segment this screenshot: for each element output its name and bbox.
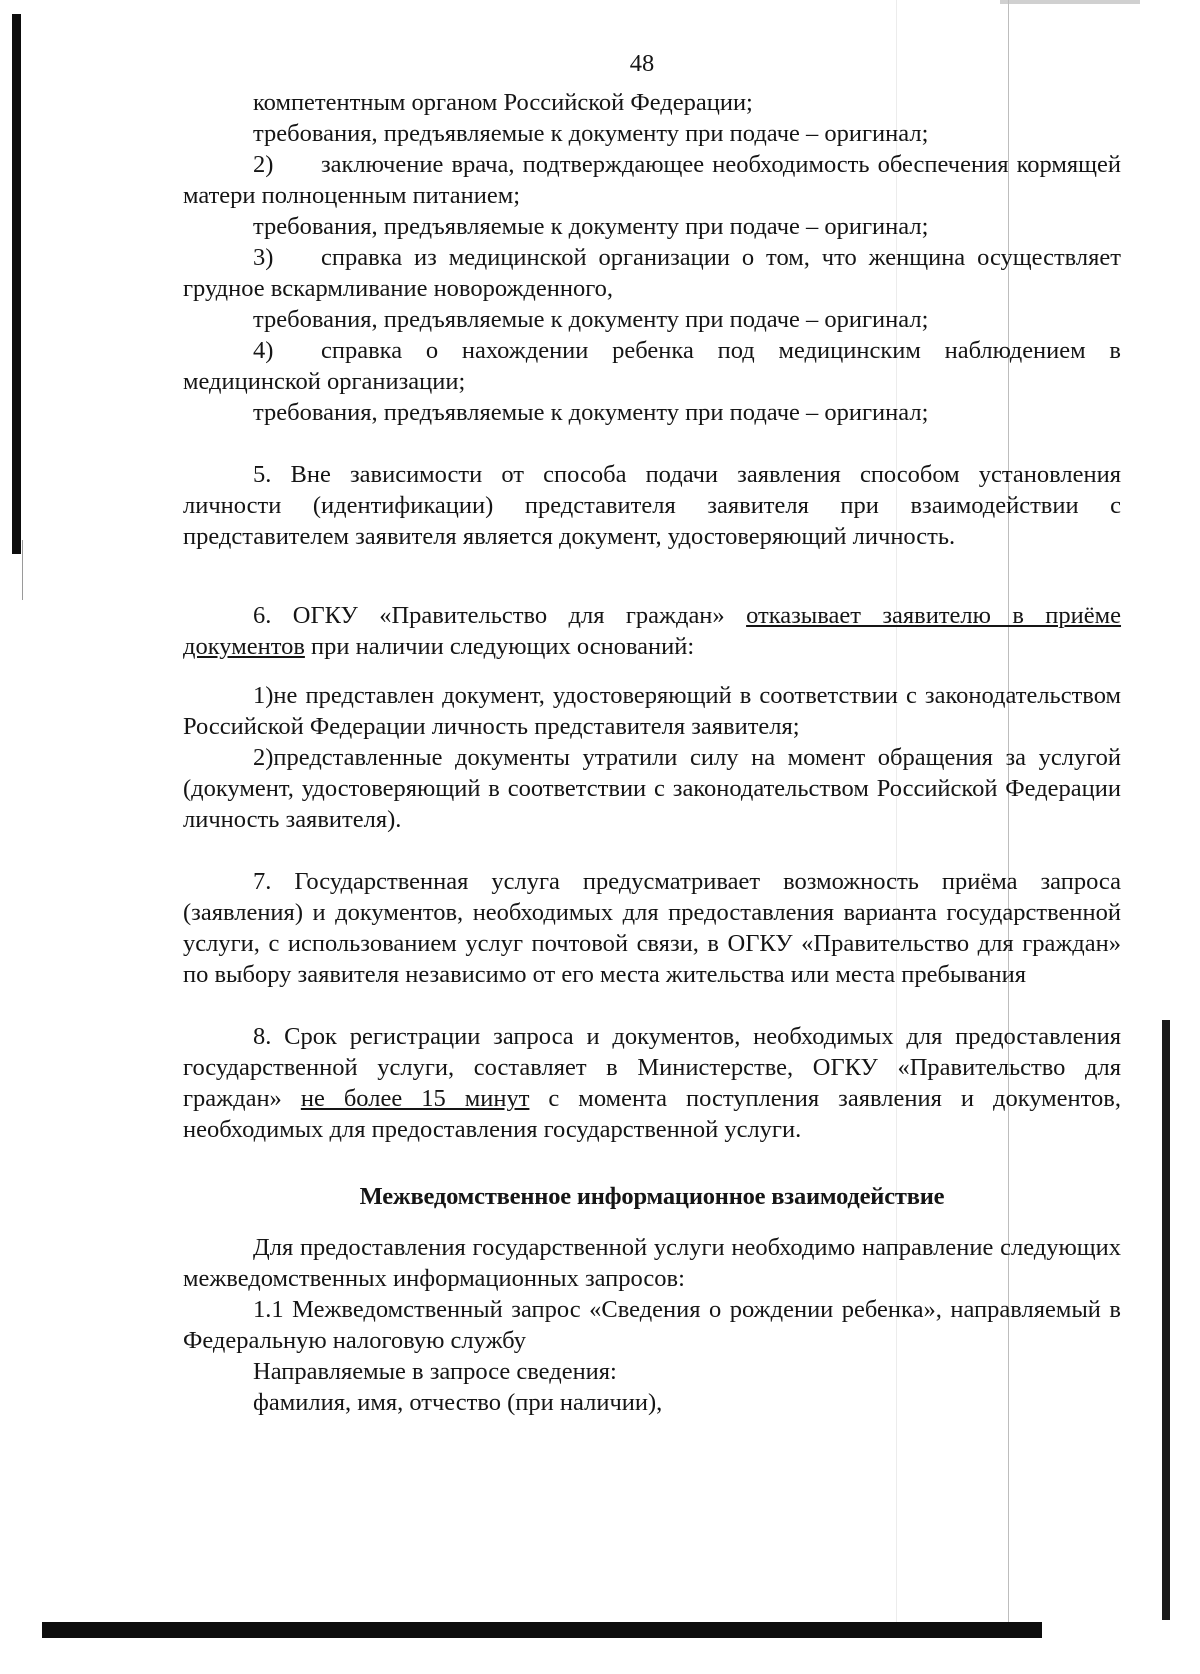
section-6-lead: 6. ОГКУ «Правительство для граждан» [253, 602, 725, 629]
page-number: 48 [629, 50, 655, 77]
requirement-original-4: требования, предъявляемые к документу при подаче – оригинал; [253, 399, 929, 426]
section-8-lead: 8. Срок регистрации запроса и документов, необходимых для предоставления государственной услуги, составляет в Министерстве, ОГКУ «Правительство для граждан» [183, 1023, 1121, 1112]
list-item-3 [183, 242, 1121, 304]
interagency-sent-item-1: фамилия, имя, отчество (при наличии), [253, 1389, 663, 1416]
requirement-original-3: требования, предъявляемые к документу при подаче – оригинал; [253, 306, 929, 333]
list-item-4 [183, 335, 1121, 397]
section-6-reason-2: 2)представленные документы утратили силу на момент обращения за услугой (документ, удостоверяющий в соответствии с законодательством Российской Федерации личность заявителя). [183, 744, 1121, 833]
interagency-request-1-1: 1.1 Межведомственный запрос «Сведения о рождении ребенка», направляемый в Федеральную налоговую службу [183, 1296, 1121, 1354]
section-heading-interagency: Межведомственное информационное взаимодействие [359, 1183, 945, 1210]
section-7: 7. Государственная услуга предусматривает возможность приёма запроса (заявления) и документов, необходимых для предоставления варианта государственной услуги, с использованием услуг почтовой связи, в ОГКУ «Правительство для граждан» по выбору заявителя независимо от его места жительства или места пребывания [183, 868, 1121, 988]
section-5: 5. Вне зависимости от способа подачи заявления способом установления личности (идентификации) представителя заявителя при взаимодействии с представителем заявителя является документ, удостоверяющий личность. [183, 461, 1121, 550]
section-6-underlined: отказывает заявителю в приёме документов [183, 602, 1122, 660]
interagency-intro: Для предоставления государственной услуги необходимо направление следующих межведомственных информационных запросов: [183, 1234, 1121, 1292]
requirement-original-1: требования, предъявляемые к документу при подаче – оригинал; [253, 120, 929, 147]
interagency-sent-label: Направляемые в запросе сведения: [253, 1358, 617, 1385]
section-8 [183, 1021, 1121, 1145]
paragraph-competent-authority: компетентным органом Российской Федерации; [253, 89, 753, 116]
section-8-tail: с момента поступления заявления и документов, необходимых для предоставления государственной услуги. [183, 1085, 1121, 1143]
list-item-3-text: справка из медицинской организации о том, что женщина осуществляет грудное вскармливание новорожденного, [183, 244, 1121, 302]
scan-edge-bottom [42, 1622, 1042, 1638]
list-item-2-text: заключение врача, подтверждающее необходимость обеспечения кормящей матери полноценным питанием; [183, 151, 1121, 209]
scan-edge-left [12, 14, 21, 554]
list-item-3-number: 3) [253, 244, 274, 271]
list-item-4-number: 4) [253, 337, 274, 364]
section-6 [183, 600, 1121, 662]
requirement-original-2: требования, предъявляемые к документу при подаче – оригинал; [253, 213, 929, 240]
section-6-tail: при наличии следующих оснований: [311, 633, 695, 660]
scan-edge-right [1162, 1020, 1170, 1620]
document-page [183, 48, 1121, 1418]
scan-edge-left-thin [22, 540, 23, 600]
list-item-4-text: справка о нахождении ребенка под медицинским наблюдением в медицинской организации; [183, 337, 1121, 395]
list-item-2-number: 2) [253, 151, 274, 178]
scan-edge-top-right [1000, 0, 1140, 4]
list-item-2 [183, 149, 1121, 211]
section-8-underlined: не более 15 минут [300, 1085, 530, 1112]
section-6-reason-1: 1)не представлен документ, удостоверяющий в соответствии с законодательством Российской Федерации личность представителя заявителя; [183, 682, 1121, 740]
